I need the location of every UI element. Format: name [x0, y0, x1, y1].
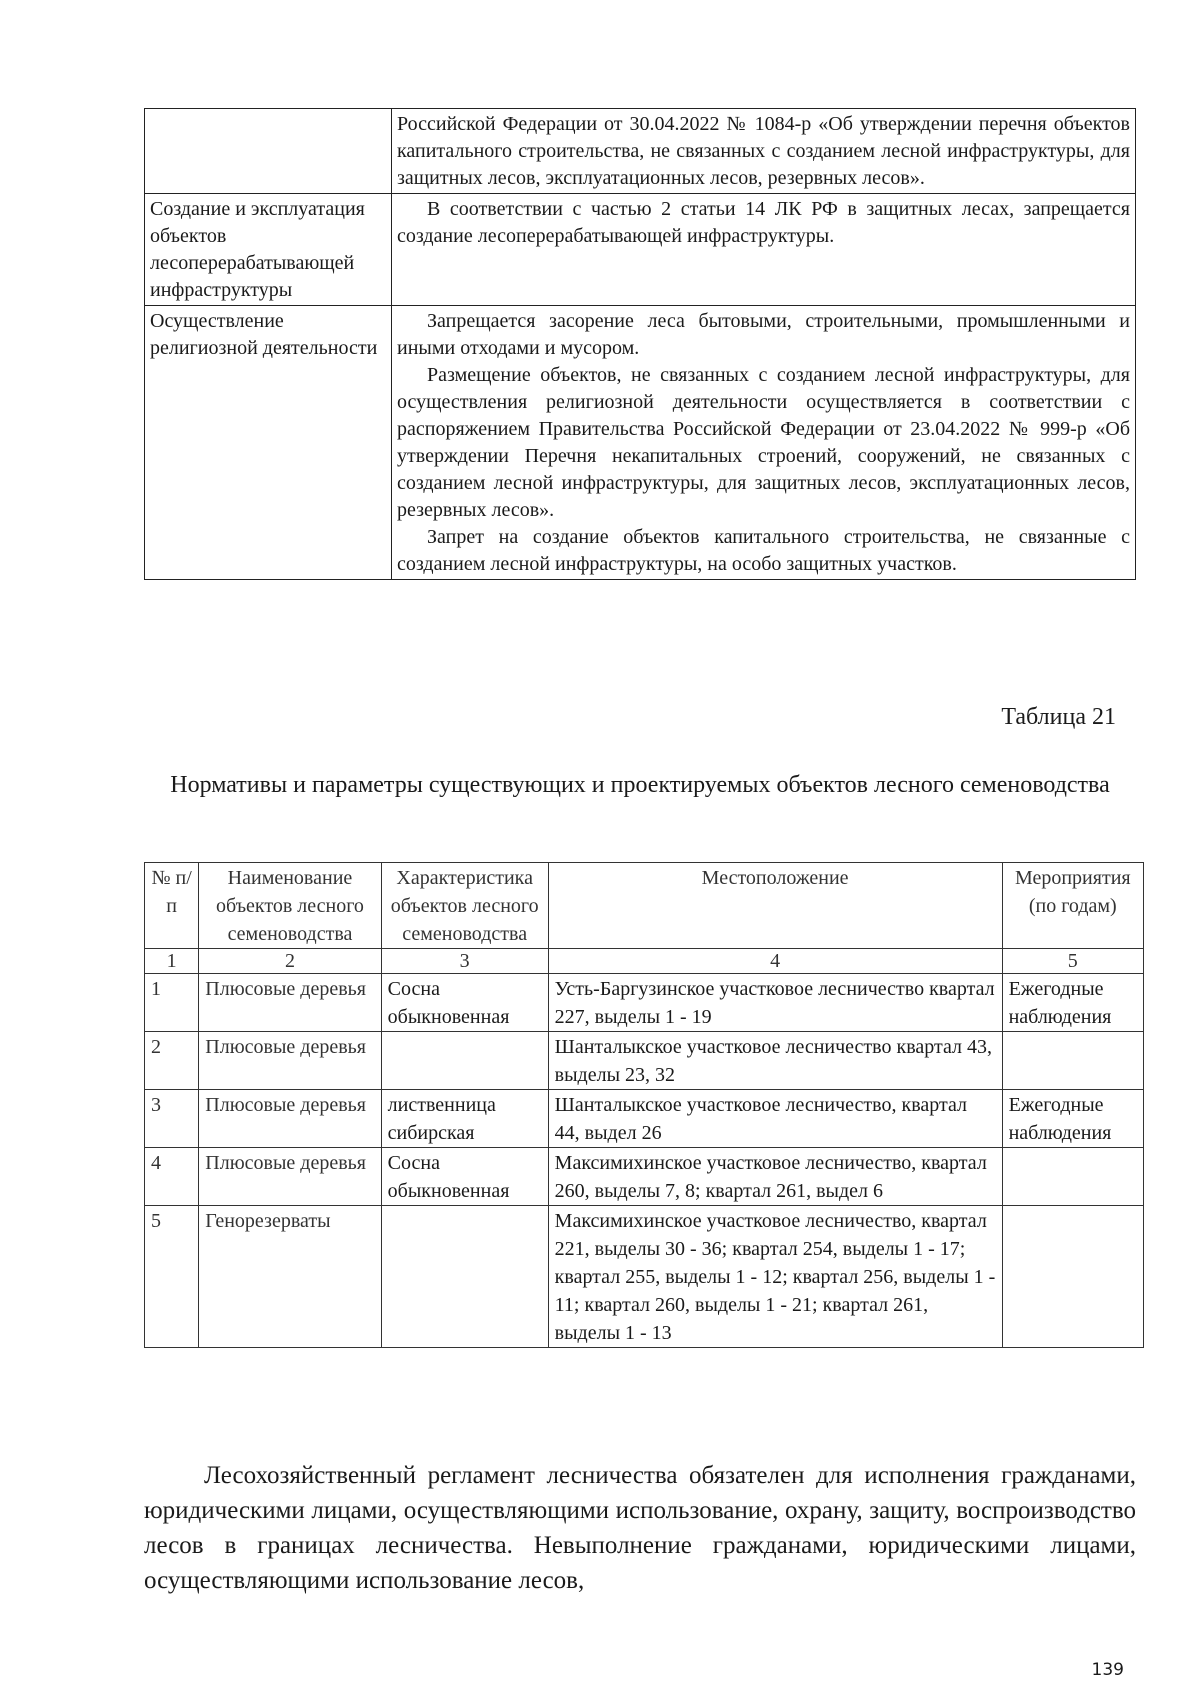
column-number: 1 — [145, 949, 199, 974]
table-caption: Таблица 21 — [1001, 704, 1116, 730]
column-header: № п/п — [145, 863, 199, 949]
object-name: Плюсовые деревья — [199, 1090, 381, 1148]
regulation-text: Запрет на создание объектов капитального строительства, не связанные с созданием лесной инфраструктуры, на особо защитных участков. — [397, 526, 1130, 575]
regulation-text: В соответствии с частью 2 статьи 14 ЛК РФ в защитных лесах, запрещается создание лесоперерабатывающей инфраструктуры. — [397, 198, 1130, 247]
regulation-text: Российской Федерации от 30.04.2022 № 1084-р «Об утверждении перечня объектов капитального строительства, не связанных с созданием лесной инфраструктуры, для защитных лесов, эксплуатационных лесов, резервных лесов». — [397, 113, 1130, 189]
object-name: Плюсовые деревья — [199, 1032, 381, 1090]
table-row — [145, 1206, 1144, 1348]
row-number: 4 — [145, 1148, 199, 1206]
regulation-cell — [392, 109, 1136, 194]
activity-cell: Осуществление религиозной деятельности — [145, 306, 392, 580]
column-number: 3 — [381, 949, 548, 974]
row-number: 2 — [145, 1032, 199, 1090]
object-location: Шанталыкское участковое лесничество, квартал 44, выдел 26 — [548, 1090, 1002, 1148]
table-row — [145, 109, 1136, 194]
row-number: 3 — [145, 1090, 199, 1148]
object-characteristic: Сосна обыкновенная — [381, 974, 548, 1032]
regulation-table — [144, 108, 1136, 580]
table-row — [145, 1032, 1144, 1090]
table-row — [145, 1148, 1144, 1206]
table-row — [145, 194, 1136, 306]
table-row — [145, 1090, 1144, 1148]
object-characteristic: Сосна обыкновенная — [381, 1148, 548, 1206]
body-paragraph: Лесохозяйственный регламент лесничества обязателен для исполнения гражданами, юридическими лицами, осуществляющими использование, охрану, защиту, воспроизводство лесов в границах лесничества. Невыполнение гражданами, юридическими лицами, осуществляющими использование лесов, — [144, 1462, 1136, 1594]
regulation-text: Запрещается засорение леса бытовыми, строительными, промышленными и иными отходами и мусором. — [397, 310, 1130, 359]
object-activity: Ежегодные наблюдения — [1002, 974, 1143, 1032]
regulation-cell — [392, 306, 1136, 580]
row-number: 1 — [145, 974, 199, 1032]
object-location: Максимихинское участковое лесничество, квартал 260, выделы 7, 8; квартал 261, выдел 6 — [548, 1148, 1002, 1206]
object-activity: Ежегодные наблюдения — [1002, 1090, 1143, 1148]
activity-cell — [145, 109, 392, 194]
table-row — [145, 974, 1144, 1032]
object-characteristic — [381, 1032, 548, 1090]
column-number: 2 — [199, 949, 381, 974]
object-activity — [1002, 1206, 1143, 1348]
header-row — [145, 863, 1144, 949]
object-location: Усть-Баргузинское участковое лесничество квартал 227, выделы 1 - 19 — [548, 974, 1002, 1032]
column-number: 4 — [548, 949, 1002, 974]
column-header: Мероприятия (по годам) — [1002, 863, 1143, 949]
row-number: 5 — [145, 1206, 199, 1348]
regulation-text: Размещение объектов, не связанных с созданием лесной инфраструктуры, для осуществления религиозной деятельности осуществляется в соответствии с распоряжением Правительства Российской Федерации от 23.04.2022 № 999-р «Об утверждении Перечня некапитальных строений, сооружений, не связанных с созданием лесной инфраструктуры, для защитных лесов, эксплуатационных лесов, резервных лесов». — [397, 364, 1130, 521]
object-name: Плюсовые деревья — [199, 974, 381, 1032]
object-activity — [1002, 1032, 1143, 1090]
regulation-cell — [392, 194, 1136, 306]
object-location: Максимихинское участковое лесничество, квартал 221, выделы 30 - 36; квартал 254, выделы 1 - 17; квартал 255, выделы 1 - 12; квартал 256, выделы 1 - 11; квартал 260, выделы 1 - 21; квартал 261, выделы 1 - 13 — [548, 1206, 1002, 1348]
object-characteristic — [381, 1206, 548, 1348]
seed-objects-table — [144, 862, 1144, 1348]
column-header: Характеристика объектов лесного семеноводства — [381, 863, 548, 949]
object-activity — [1002, 1148, 1143, 1206]
page-number: 139 — [1091, 1660, 1124, 1680]
object-location: Шанталыкское участковое лесничество квартал 43, выделы 23, 32 — [548, 1032, 1002, 1090]
table-row — [145, 306, 1136, 580]
column-number: 5 — [1002, 949, 1143, 974]
column-header: Местоположение — [548, 863, 1002, 949]
object-name: Плюсовые деревья — [199, 1148, 381, 1206]
column-number-row — [145, 949, 1144, 974]
object-characteristic: лиственница сибирская — [381, 1090, 548, 1148]
object-name: Генорезерваты — [199, 1206, 381, 1348]
column-header: Наименование объектов лесного семеноводства — [199, 863, 381, 949]
activity-cell: Создание и эксплуатация объектов лесоперерабатывающей инфраструктуры — [145, 194, 392, 306]
table-title: Нормативы и параметры существующих и проектируемых объектов лесного семеноводства — [170, 772, 1110, 798]
